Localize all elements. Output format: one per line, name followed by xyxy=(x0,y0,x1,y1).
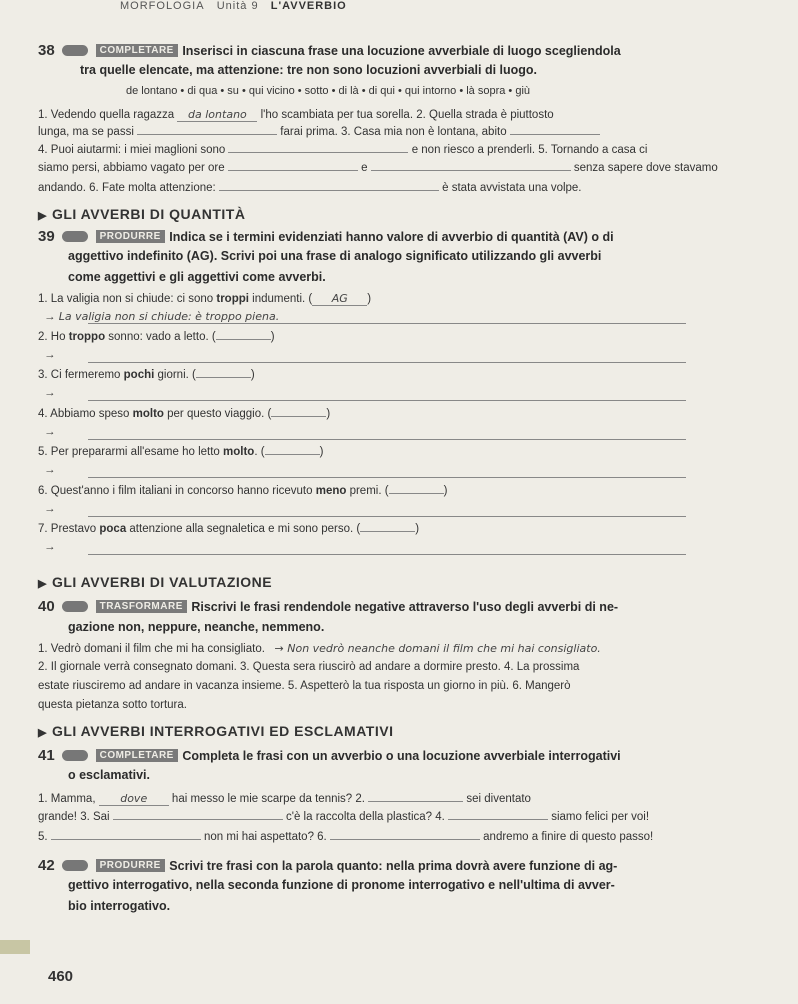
ex39-item-text: 6. Quest'anno i film italiani in concorso hanno ricevuto xyxy=(38,485,316,497)
ex39-highlighted-word: poca xyxy=(99,523,127,535)
ex41-text: andremo a finire di questo passo! xyxy=(483,831,654,843)
ex38-text: è stata avvistata una volpe. xyxy=(442,182,582,194)
ex42-heading xyxy=(38,857,617,875)
arrow-right-icon: → xyxy=(44,349,56,361)
ex39-instruction-2: aggettivo indefinito (AG). Scrivi poi una frase di analogo significato utilizzando gli avverbi xyxy=(68,249,602,263)
difficulty-dots-icon xyxy=(62,750,88,761)
ex39-item-text: 5. Per prepararmi all'esame ho letto xyxy=(38,446,224,458)
ex39-answer-line xyxy=(44,310,279,323)
ex41-text: non mi hai aspettato? 6. xyxy=(204,831,327,843)
ex39-tag: PRODURRE xyxy=(96,230,165,243)
ex39-example-answer: La valigia non si chiude: è troppo piena. xyxy=(58,310,280,323)
section-title: GLI AVVERBI INTERROGATIVI ED ESCLAMATIVI xyxy=(51,723,394,739)
ex39-item-text: attenzione alla segnaletica e mi sono perso. ( xyxy=(126,523,361,535)
ex39-write-line[interactable] xyxy=(88,516,686,517)
ex41-number: 41 xyxy=(38,747,55,764)
ex39-paren: ) xyxy=(367,293,372,305)
ex39-answer-field[interactable] xyxy=(265,454,320,455)
ex38-blank[interactable] xyxy=(137,134,277,135)
ex39-write-line[interactable] xyxy=(88,439,686,440)
header-unit: Unità 9 xyxy=(216,0,259,12)
ex39-write-line[interactable] xyxy=(88,362,686,363)
ex40-example-answer: → Non vedrò neanche domani il film che mi hai consigliato. xyxy=(274,642,601,655)
ex38-tag: COMPLETARE xyxy=(96,44,178,57)
section-title: GLI AVVERBI DI VALUTAZIONE xyxy=(51,574,273,590)
ex39-item xyxy=(38,485,447,497)
ex39-answer-field[interactable] xyxy=(389,493,444,494)
ex41-blank[interactable] xyxy=(368,801,463,802)
difficulty-dots-icon xyxy=(62,601,88,612)
ex39-item xyxy=(38,369,255,381)
ex39-write-line[interactable] xyxy=(88,400,686,401)
section-heading-interrogativi xyxy=(38,723,393,739)
ex38-line-3 xyxy=(38,144,647,156)
ex39-item-text: 3. Ci fermeremo xyxy=(38,369,124,381)
ex38-blank[interactable] xyxy=(228,170,358,171)
section-heading-quantita xyxy=(38,206,245,222)
ex39-write-line[interactable] xyxy=(88,477,686,478)
ex38-line-5 xyxy=(38,182,582,194)
arrow-right-icon: → xyxy=(44,503,56,515)
ex38-line-2 xyxy=(38,126,600,138)
ex39-instruction-1: Indica se i termini evidenziati hanno valore di avverbio di quantità (AV) o di xyxy=(169,230,614,244)
ex39-answer-field[interactable] xyxy=(196,377,251,378)
ex41-blank[interactable] xyxy=(51,839,201,840)
ex42-tag: PRODURRE xyxy=(96,859,165,872)
ex40-number: 40 xyxy=(38,598,55,615)
ex41-line-1 xyxy=(38,792,531,806)
ex39-highlighted-word: meno xyxy=(315,485,347,497)
ex38-instruction-1: Inserisci in ciascuna frase una locuzione avverbiale di luogo scegliendola xyxy=(182,44,621,58)
ex39-heading xyxy=(38,228,614,246)
ex39-paren: ) xyxy=(326,408,331,420)
ex41-blank[interactable] xyxy=(448,819,548,820)
ex38-heading xyxy=(38,42,621,60)
triangle-bullet-icon: ▶ xyxy=(38,727,47,739)
ex39-highlighted-word: pochi xyxy=(123,369,155,381)
ex38-line-4 xyxy=(38,162,718,174)
ex38-answer-1[interactable]: da lontano xyxy=(177,108,257,122)
ex39-write-line[interactable] xyxy=(88,554,686,555)
header-title: L'AVVERBIO xyxy=(270,0,347,12)
ex39-paren: ) xyxy=(250,369,255,381)
ex40-instruction-2: gazione non, neppure, neanche, nemmeno. xyxy=(68,620,325,634)
page-header xyxy=(120,0,347,12)
section-title: GLI AVVERBI DI QUANTITÀ xyxy=(51,206,246,222)
ex41-line-3 xyxy=(38,831,653,843)
ex41-text: 1. Mamma, xyxy=(38,793,96,805)
ex39-item-text: indumenti. ( xyxy=(248,293,313,305)
difficulty-dots-icon xyxy=(62,45,88,56)
ex39-answer-line xyxy=(44,464,56,476)
ex42-instruction-2: gettivo interrogativo, nella seconda funzione di pronome interrogativo e nell'ultima di avver- xyxy=(68,878,615,892)
ex39-answer-line xyxy=(44,387,56,399)
ex41-tag: COMPLETARE xyxy=(96,749,178,762)
ex39-item-text: 4. Abbiamo speso xyxy=(38,408,133,420)
ex39-item-text: per questo viaggio. ( xyxy=(163,408,272,420)
ex38-text: 4. Puoi aiutarmi: i miei maglioni sono xyxy=(38,144,226,156)
ex38-text: 1. Vedendo quella ragazza xyxy=(38,109,175,121)
ex38-blank[interactable] xyxy=(371,170,571,171)
ex38-text: lunga, ma se passi xyxy=(38,126,134,138)
ex39-answer-field[interactable] xyxy=(216,339,271,340)
ex38-text: e non riesco a prenderli. 5. Tornando a casa ci xyxy=(411,144,648,156)
ex40-line-2: 2. Il giornale verrà consegnato domani. 3. Questa sera riuscirò ad andare a dormire presto. 4. La prossima xyxy=(38,661,580,673)
ex38-options: de lontano • di qua • su • qui vicino • sotto • di là • di qui • qui intorno • là sopra • giù xyxy=(126,85,531,97)
ex40-tag: TRASFORMARE xyxy=(96,600,187,613)
ex39-paren: ) xyxy=(270,331,275,343)
ex39-highlighted-word: molto xyxy=(223,446,255,458)
ex39-instruction-3: come aggettivi e gli aggettivi come avverbi. xyxy=(68,270,326,284)
ex39-answer-line xyxy=(44,541,56,553)
ex40-line-4: questa pietanza sotto tortura. xyxy=(38,699,187,711)
section-heading-valutazione xyxy=(38,574,272,590)
ex39-highlighted-word: molto xyxy=(132,408,164,420)
arrow-right-icon: → xyxy=(44,426,56,438)
ex38-text: andando. 6. Fate molta attenzione: xyxy=(38,182,216,194)
ex41-text: siamo felici per voi! xyxy=(551,811,650,823)
ex39-paren: ) xyxy=(319,446,324,458)
ex40-text: 1. Vedrò domani il film che mi ha consigliato. xyxy=(38,643,265,655)
ex39-highlighted-word: troppi xyxy=(216,293,249,305)
ex41-text: c'è la raccolta della plastica? 4. xyxy=(286,811,445,823)
ex38-blank[interactable] xyxy=(228,152,408,153)
ex39-paren: ) xyxy=(415,523,420,535)
ex40-instruction-1: Riscrivi le frasi rendendole negative attraverso l'uso degli avverbi di ne- xyxy=(191,600,619,614)
ex39-write-line[interactable] xyxy=(88,323,686,324)
ex39-number: 39 xyxy=(38,228,55,245)
ex39-paren: ) xyxy=(443,485,448,497)
page-edge-stripe xyxy=(0,940,30,954)
ex38-text: senza sapere dove stavamo xyxy=(573,162,718,174)
ex39-item xyxy=(38,331,275,343)
ex39-answer-field[interactable] xyxy=(271,416,326,417)
ex39-answer-line xyxy=(44,503,56,515)
triangle-bullet-icon: ▶ xyxy=(38,210,47,222)
ex39-item xyxy=(38,523,419,535)
ex41-text: 5. xyxy=(38,831,48,843)
ex39-item-text: . ( xyxy=(254,446,265,458)
ex39-item xyxy=(38,292,371,306)
ex42-instruction-3: bio interrogativo. xyxy=(68,899,171,913)
ex38-text: farai prima. 3. Casa mia non è lontana, abito xyxy=(280,126,507,138)
ex38-blank[interactable] xyxy=(219,190,439,191)
ex39-item-text: 1. La valigia non si chiude: ci sono xyxy=(38,293,217,305)
ex42-number: 42 xyxy=(38,857,55,874)
ex39-item-text: 7. Prestavo xyxy=(38,523,100,535)
ex41-text: sei diventato xyxy=(466,793,531,805)
difficulty-dots-icon xyxy=(62,860,88,871)
ex41-blank[interactable] xyxy=(113,819,283,820)
ex42-instruction-1: Scrivi tre frasi con la parola quanto: nella prima dovrà avere funzione di ag- xyxy=(169,859,618,873)
ex41-line-2 xyxy=(38,811,649,823)
header-section: MORFOLOGIA xyxy=(120,0,205,12)
ex39-item-text: sonno: vado a letto. ( xyxy=(105,331,216,343)
ex39-answer-line xyxy=(44,426,56,438)
ex40-line-3: estate riusciremo ad andare in vacanza insieme. 5. Aspetterò la tua risposta un giorno in più. 6. Mangerò xyxy=(38,680,571,692)
ex41-text: hai messo le mie scarpe da tennis? 2. xyxy=(171,793,365,805)
arrow-right-icon: → xyxy=(44,387,56,399)
ex39-item-text: premi. ( xyxy=(346,485,389,497)
ex40-heading xyxy=(38,598,618,616)
ex39-item xyxy=(38,446,323,458)
ex39-answer-field[interactable] xyxy=(360,531,415,532)
ex39-highlighted-word: troppo xyxy=(68,331,106,343)
ex38-text: l'ho scambiata per tua sorella. 2. Quella strada è piuttosto xyxy=(260,109,554,121)
arrow-right-icon: → xyxy=(44,311,59,323)
ex39-item xyxy=(38,408,330,420)
ex39-answer-line xyxy=(44,349,56,361)
ex39-answer-field[interactable]: AG xyxy=(312,292,367,306)
triangle-bullet-icon: ▶ xyxy=(38,578,47,590)
page-number: 460 xyxy=(48,968,74,985)
ex41-heading xyxy=(38,747,621,765)
ex38-line-1 xyxy=(38,108,554,122)
ex41-instruction-2: o esclamativi. xyxy=(68,768,150,782)
ex39-item-text: giorni. ( xyxy=(154,369,196,381)
ex38-text: siamo persi, abbiamo vagato per ore xyxy=(38,162,225,174)
ex40-line-1 xyxy=(38,642,601,655)
ex41-text: grande! 3. Sai xyxy=(38,811,110,823)
arrow-right-icon: → xyxy=(44,541,56,553)
ex38-number: 38 xyxy=(38,42,55,59)
ex41-blank[interactable] xyxy=(330,839,480,840)
ex38-text: e xyxy=(361,162,368,174)
difficulty-dots-icon xyxy=(62,231,88,242)
ex41-instruction-1: Completa le frasi con un avverbio o una locuzione avverbiale interrogativi xyxy=(182,749,621,763)
ex41-answer-1[interactable]: dove xyxy=(99,792,169,806)
arrow-right-icon: → xyxy=(44,464,56,476)
ex38-instruction-2: tra quelle elencate, ma attenzione: tre non sono locuzioni avverbiali di luogo. xyxy=(80,63,538,77)
ex39-item-text: 2. Ho xyxy=(38,331,69,343)
ex38-blank[interactable] xyxy=(510,134,600,135)
